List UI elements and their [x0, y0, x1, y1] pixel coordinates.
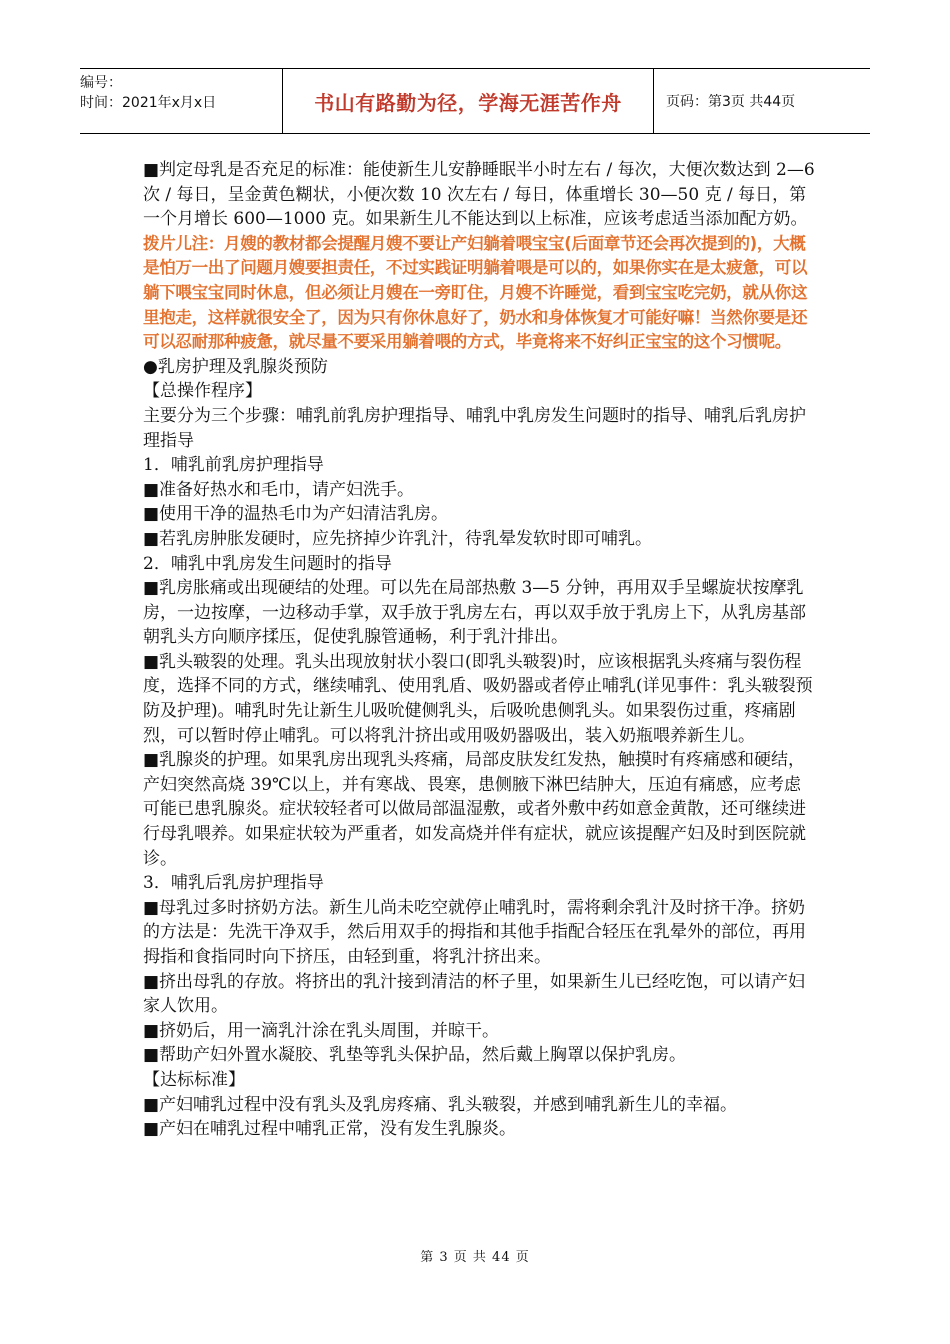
bullet-item: ■乳腺炎的护理。如果乳房出现乳头疼痛，局部皮肤发红发热，触摸时有疼痛感和硬结，产妇突然高烧 39℃以上，并有寒战、畏寒，患侧腋下淋巴结肿大，压迫有痛感，应考虑可能已患乳腺炎。症状较轻者可以做局部温湿敷，或者外敷中药如意金黄散，还可继续进行母乳喂养。如果症状较为严重者，如发高烧并伴有症状，就应该提醒产妇及时到医院就诊。 — [143, 750, 806, 869]
header-motto-cell — [283, 69, 654, 133]
bullet-item: ■产妇在哺乳过程中哺乳正常，没有发生乳腺炎。 — [143, 1119, 517, 1140]
page-header — [80, 68, 870, 134]
bullet-item: ■帮助产妇外置水凝胶、乳垫等乳头保护品，然后戴上胸罩以保护乳房。 — [143, 1045, 687, 1066]
header-page-number: 页码：第3页 共44页 — [666, 94, 796, 110]
editor-note: 拨片儿注：月嫂的教材都会提醒月嫂不要让产妇躺着喂宝宝(后面章节还会再次提到的)，大概是怕万一出了问题月嫂要担责任，不过实践证明躺着喂是可以的，如果你实在是太疲惫，可以躺下喂宝宝同时休息，但必须让月嫂在一旁盯住，月嫂不许睡觉，看到宝宝吃完奶，就从你这里抱走，这样就很安全了，因为只有你休息好了，奶水和身体恢复才可能好嘛！当然你要是还可以忍耐那种疲惫，就尽量不要采用躺着喂的方式，毕竟将来不好纠正宝宝的这个习惯呢。 — [143, 233, 808, 352]
bullet-item: ■乳头皲裂的处理。乳头出现放射状小裂口(即乳头皲裂)时，应该根据乳头疼痛与裂伤程度，选择不同的方式，继续哺乳、使用乳盾、吸奶器或者停止哺乳(详见事件：乳头皲裂预防及护理)。哺乳时先让新生儿吸吮健侧乳头，后吸吮患侧乳头。如果裂伤过重，疼痛剧烈，可以暂时停止哺乳。可以将乳汁挤出或用吸奶器吸出，装入奶瓶喂养新生儿。 — [143, 651, 813, 746]
bullet-item: ■挤出母乳的存放。将挤出的乳汁接到清洁的杯子里，如果新生儿已经吃饱，可以请产妇家人饮用。 — [143, 971, 806, 1017]
step-heading: 1．哺乳前乳房护理指导 — [143, 455, 324, 476]
section-heading: ●乳房护理及乳腺炎预防 — [143, 356, 328, 377]
subsection-heading: 【总操作程序】 — [143, 381, 262, 402]
document-number-label: 编号： — [80, 75, 122, 91]
header-page-cell — [654, 69, 870, 133]
bullet-item: ■产妇哺乳过程中没有乳头及乳房疼痛、乳头皲裂，并感到哺乳新生儿的幸福。 — [143, 1094, 738, 1115]
bullet-item: ■若乳房肿胀发硬时，应先挤掉少许乳汁，待乳晕发软时即可哺乳。 — [143, 528, 653, 549]
step-heading: 2．哺乳中乳房发生问题时的指导 — [143, 553, 392, 574]
bullet-item: ■乳房胀痛或出现硬结的处理。可以先在局部热敷 3—5 分钟，再用双手呈螺旋状按摩乳房，一边按摩，一边移动手掌，双手放于乳房左右，再以双手放于乳房上下，从乳房基部朝乳头方向顺序揉压，促使乳腺管通畅，利于乳汁排出。 — [143, 578, 806, 648]
header-meta — [80, 69, 283, 133]
header-motto: 书山有路勤为径，学海无涯苦作舟 — [314, 90, 622, 115]
criteria-paragraph: ■判定母乳是否充足的标准：能使新生儿安静睡眠半小时左右 / 每次，大便次数达到 2—6 次 / 每日，呈金黄色糊状，小便次数 10 次左右 / 每日，体重增长 30—50 克 / 每日，第一个月增长 600—1000 克。如果新生儿不能达到以上标准，应该考虑适当添加配方奶。 — [143, 160, 815, 230]
subsection-heading: 【达标标准】 — [143, 1069, 245, 1090]
bullet-item: ■准备好热水和毛巾，请产妇洗手。 — [143, 479, 415, 500]
body-paragraph: 主要分为三个步骤：哺乳前乳房护理指导、哺乳中乳房发生问题时的指导、哺乳后乳房护理指导 — [143, 405, 806, 451]
document-date-label: 时间：2021年x月x日 — [80, 95, 217, 111]
document-body — [143, 158, 815, 1142]
page-footer: 第 3 页 共 44 页 — [420, 1250, 530, 1265]
step-heading: 3．哺乳后乳房护理指导 — [143, 873, 324, 894]
bullet-item: ■使用干净的温热毛巾为产妇清洁乳房。 — [143, 504, 449, 525]
bullet-item: ■母乳过多时挤奶方法。新生儿尚未吃空就停止哺乳时，需将剩余乳汁及时挤干净。挤奶的方法是：先洗干净双手，然后用双手的拇指和其他手指配合轻压在乳晕外的部位，再用拇指和食指同时向下挤压，由轻到重，将乳汁挤出来。 — [143, 897, 806, 967]
bullet-item: ■挤奶后，用一滴乳汁涂在乳头周围，并晾干。 — [143, 1020, 500, 1041]
